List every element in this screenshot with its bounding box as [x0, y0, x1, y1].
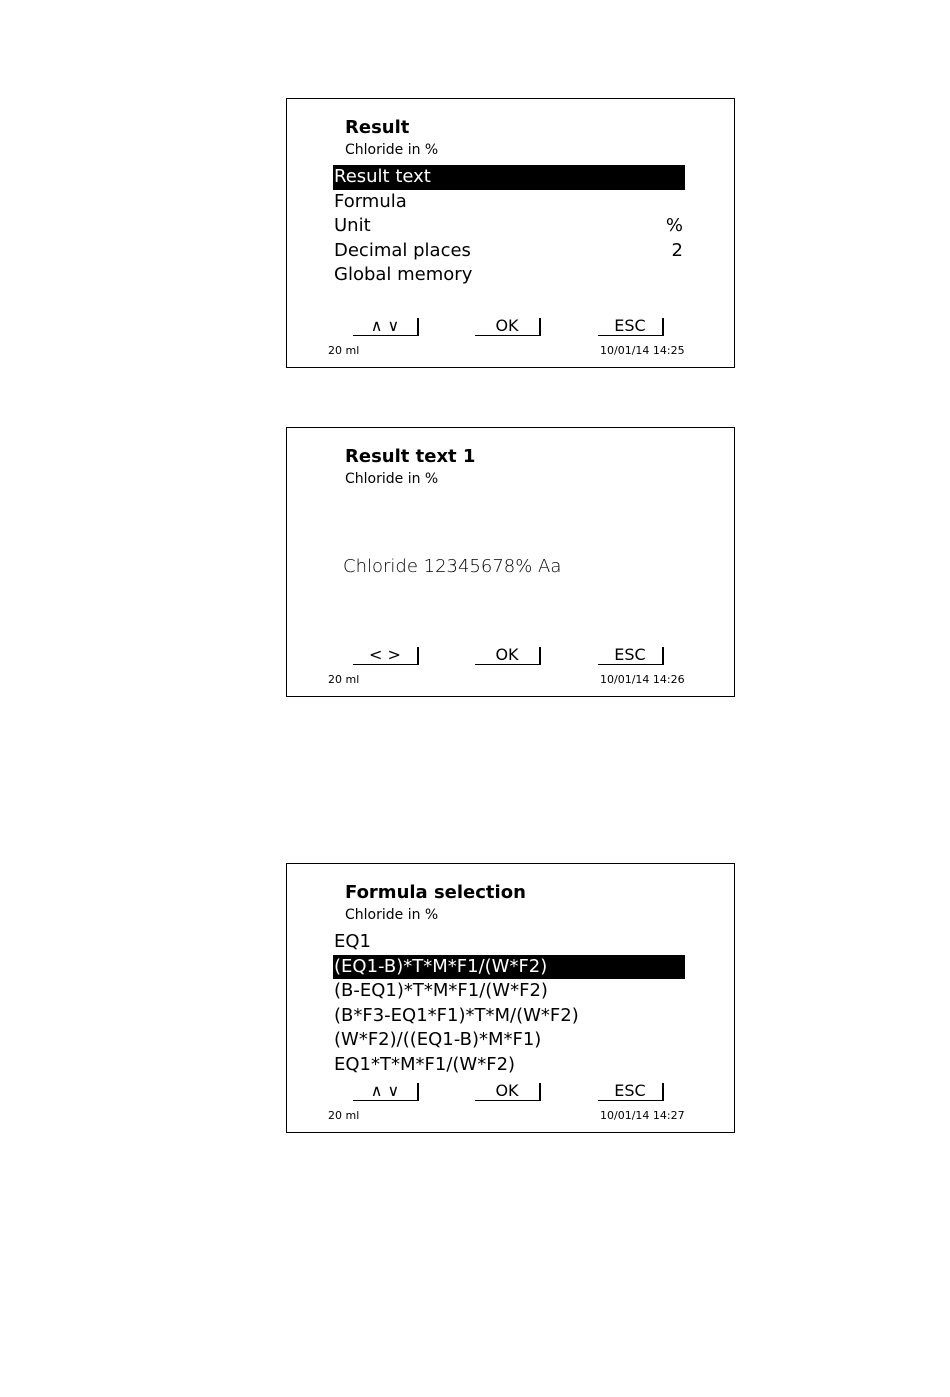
menu-item-result-text[interactable]	[333, 165, 685, 190]
result-text-screen	[286, 427, 735, 697]
formula-label: (B-EQ1)*T*M*F1/(W*F2)	[334, 980, 548, 1002]
menu-item-decimal-places[interactable]	[333, 239, 685, 264]
menu-item-value: 2	[671, 239, 683, 261]
menu-item-global-memory[interactable]	[333, 263, 685, 288]
menu-item-label: Decimal places	[334, 239, 471, 261]
formula-option[interactable]	[333, 930, 685, 955]
up-down-button[interactable]: ∧ ∨	[353, 1083, 419, 1101]
date-time: 10/01/14 14:27	[600, 1109, 685, 1122]
menu-item-label: Global memory	[334, 264, 473, 286]
menu-item-label: Result text	[334, 166, 431, 187]
date-time: 10/01/14 14:25	[600, 344, 685, 357]
menu-item-unit[interactable]	[333, 214, 685, 239]
menu-item-formula[interactable]	[333, 190, 685, 215]
esc-button[interactable]: ESC	[598, 1083, 664, 1101]
up-down-button[interactable]: ∧ ∨	[353, 318, 419, 336]
ok-button[interactable]: OK	[475, 318, 541, 336]
formula-option[interactable]	[333, 1028, 685, 1053]
burette-volume: 20 ml	[328, 673, 360, 686]
result-screen	[286, 98, 735, 368]
formula-option[interactable]	[333, 979, 685, 1004]
formula-list	[333, 930, 685, 1078]
method-name: Chloride in %	[345, 471, 439, 487]
formula-label: (B*F3-EQ1*F1)*T*M/(W*F2)	[334, 1004, 579, 1026]
burette-volume: 20 ml	[328, 1109, 360, 1122]
menu-item-label: Formula	[334, 190, 407, 212]
formula-label: (EQ1-B)*T*M*F1/(W*F2)	[334, 955, 548, 977]
screen-title: Result text 1	[345, 446, 476, 467]
burette-volume: 20 ml	[328, 344, 360, 357]
ok-button[interactable]: OK	[475, 1083, 541, 1101]
ok-button[interactable]: OK	[475, 647, 541, 665]
formula-label: (W*F2)/((EQ1-B)*M*F1)	[334, 1029, 542, 1051]
method-name: Chloride in %	[345, 907, 439, 923]
formula-label: EQ1	[334, 931, 371, 952]
menu-item-label: Unit	[334, 215, 371, 237]
method-name: Chloride in %	[345, 142, 439, 158]
formula-option-selected[interactable]	[333, 955, 685, 980]
screen-title: Result	[345, 117, 410, 138]
menu-item-value: %	[665, 215, 683, 237]
date-time: 10/01/14 14:26	[600, 673, 685, 686]
screen-title: Formula selection	[345, 882, 526, 903]
left-right-button[interactable]: < >	[353, 647, 419, 665]
result-text-input[interactable]: Chloride 12345678% Aa	[343, 556, 562, 577]
esc-button[interactable]: ESC	[598, 647, 664, 665]
formula-option[interactable]	[333, 1004, 685, 1029]
formula-selection-screen	[286, 863, 735, 1133]
formula-option[interactable]	[333, 1053, 685, 1078]
result-menu	[333, 165, 685, 288]
formula-label: EQ1*T*M*F1/(W*F2)	[334, 1053, 516, 1075]
esc-button[interactable]: ESC	[598, 318, 664, 336]
